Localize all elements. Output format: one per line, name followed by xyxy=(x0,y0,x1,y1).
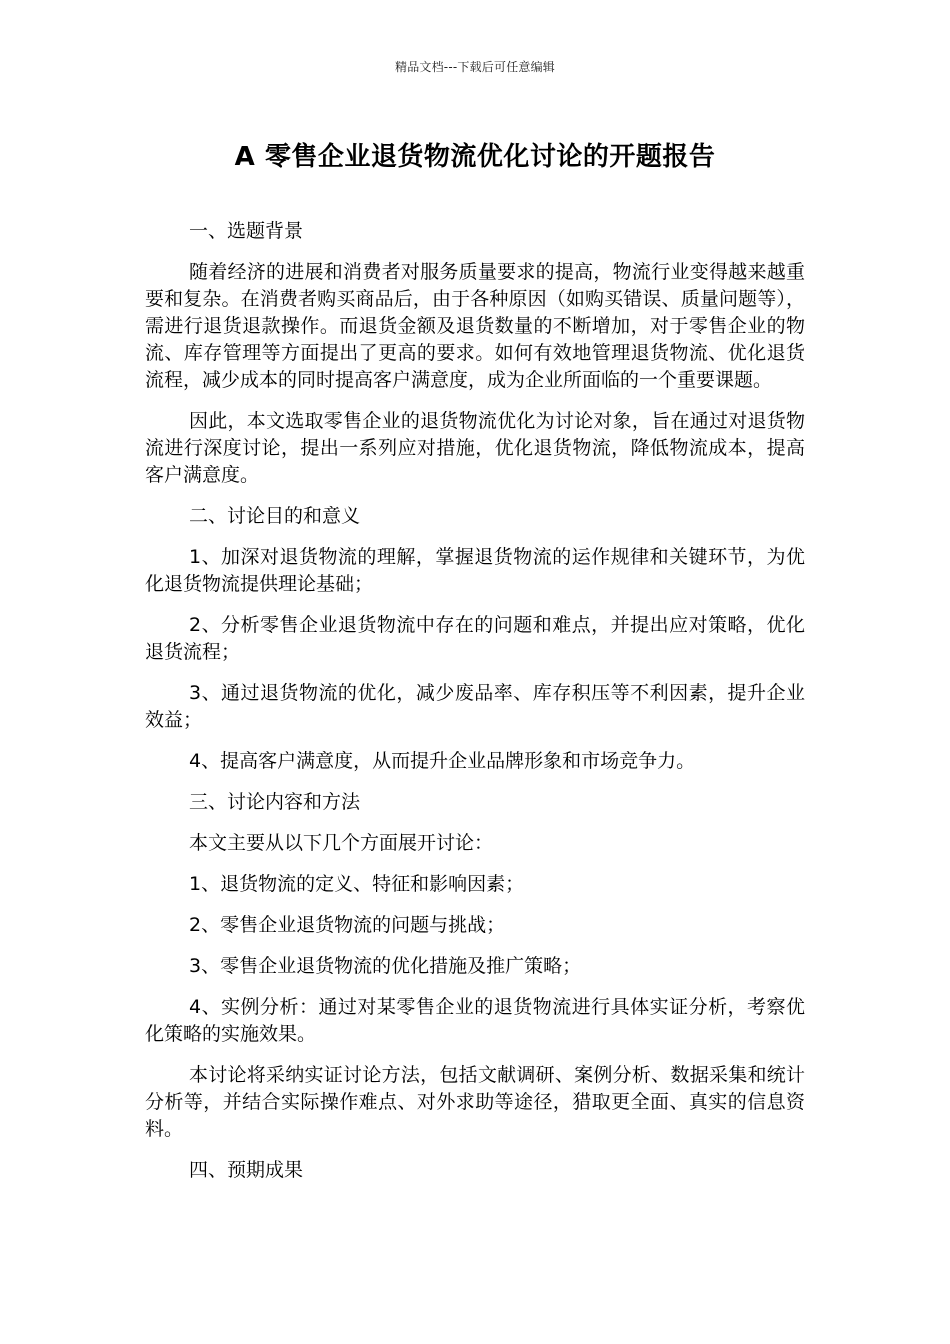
document-title: A 零售企业退货物流优化讨论的开题报告 xyxy=(234,142,716,172)
section-heading-purpose: 二、讨论目的和意义 xyxy=(189,505,361,527)
list-item-content-1: 1、退货物流的定义、特征和影响因素； xyxy=(189,873,525,895)
list-item-purpose-4: 4、提高客户满意度，从而提升企业品牌形象和市场竞争力。 xyxy=(189,750,696,772)
list-item-content-3: 3、零售企业退货物流的优化措施及推广策略； xyxy=(189,955,582,977)
header-note: 精品文档---下载后可任意编辑 xyxy=(395,60,555,74)
paragraph-method: 本讨论将采纳实证讨论方法，包括文献调研、案例分析、数据采集和统计分析等，并结合实际操作难点、对外求助等途径，猎取更全面、真实的信息资料。 xyxy=(145,1064,805,1140)
section-heading-background: 一、选题背景 xyxy=(189,220,304,242)
section-heading-content-method: 三、讨论内容和方法 xyxy=(189,791,361,813)
paragraph-topic-selection: 因此，本文选取零售企业的退货物流优化为讨论对象，旨在通过对退货物流进行深度讨论，提出一系列应对措施，优化退货物流，降低物流成本，提高客户满意度。 xyxy=(145,410,805,486)
paragraph-content-intro: 本文主要从以下几个方面展开讨论： xyxy=(189,832,494,854)
document-body xyxy=(145,218,805,1198)
section-heading-expected-results: 四、预期成果 xyxy=(189,1159,304,1181)
list-item-content-4: 4、实例分析：通过对某零售企业的退货物流进行具体实证分析，考察优化策略的实施效果。 xyxy=(145,996,805,1045)
paragraph-background: 随着经济的进展和消费者对服务质量要求的提高，物流行业变得越来越重要和复杂。在消费者购买商品后，由于各种原因（如购买错误、质量问题等），需进行退货退款操作。而退货金额及退货数量的不断增加，对于零售企业的物流、库存管理等方面提出了更高的要求。如何有效地管理退货物流、优化退货流程，减少成本的同时提高客户满意度，成为企业所面临的一个重要课题。 xyxy=(145,261,805,391)
list-item-purpose-2: 2、分析零售企业退货物流中存在的问题和难点，并提出应对策略，优化退货流程； xyxy=(145,614,805,663)
list-item-purpose-3: 3、通过退货物流的优化，减少废品率、库存积压等不利因素，提升企业效益； xyxy=(145,682,805,731)
list-item-content-2: 2、零售企业退货物流的问题与挑战； xyxy=(189,914,506,936)
list-item-purpose-1: 1、加深对退货物流的理解，掌握退货物流的运作规律和关键环节，为优化退货物流提供理论基础； xyxy=(145,546,805,595)
